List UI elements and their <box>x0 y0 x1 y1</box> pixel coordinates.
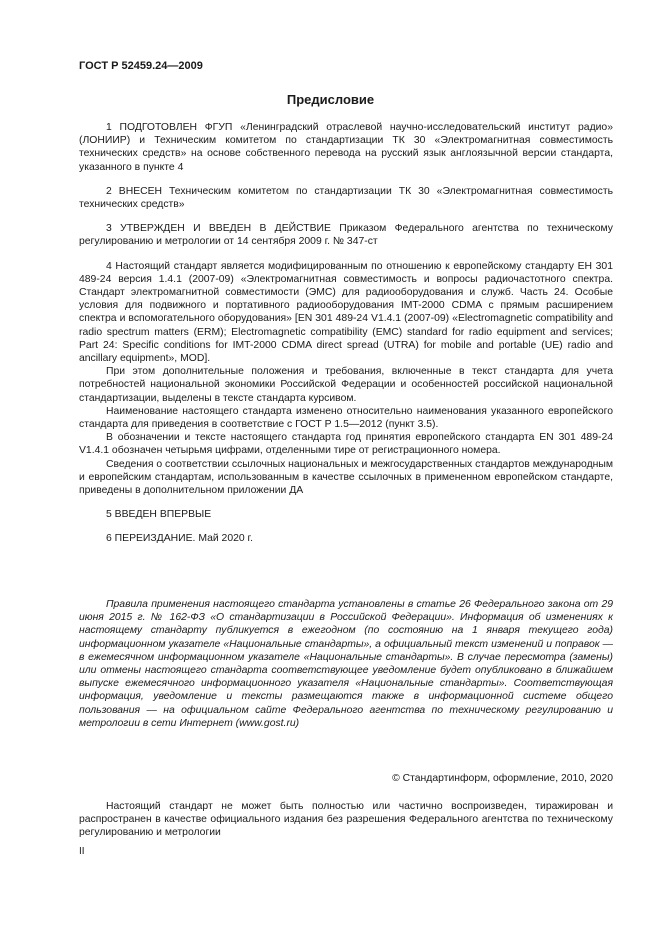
paragraph-4a: При этом дополнительные положения и требования, включенные в текст стандарта для учета потребностей национальной экономики Российской Федерации и особенностей российской национальной стандартизации, выделены в тексте стандарта курсивом. <box>79 366 613 404</box>
paragraph-4c: В обозначении и тексте настоящего стандарта год принятия европейского стандарта EN 301 489-24 V1.4.1 обозначен четырьмя цифрами, отделенными тире от регистрационного номера. <box>79 432 613 457</box>
paragraph-4b: Наименование настоящего стандарта изменено относительно наименования указанного европейского стандарта для приведения в соответствие с ГОСТ Р 1.5—2012 (пункт 3.5). <box>79 405 613 431</box>
reproduction-notice-text: Настоящий стандарт не может быть полностью или частично воспроизведен, тиражирован и распространен в качестве официального издания без разрешения Федерального агентства по техническому регулированию и метрологии <box>79 801 613 839</box>
paragraph-4: 4 Настоящий стандарт является модифицированным по отношению к европейскому стандарту ЕН 301 489-24 версия 1.4.1 (2007-09) «Электромагнитная совместимость и вопросы радиочастотного спектра. Стандарт электромагнитной совместимости (ЭМС) для радиооборудования и служб. Часть 24. Особые условия для подвижного и портативного радиооборудования IMT-2000 CDMA с прямым расширением спектра и вспомогательного оборудования» [EN 301 489-24 V1.4.1 (2007-09) «Electromagnetic compatibility and radio spectrum matters (ERM); Electromagnetic compatibility (EMC) standard for radio equipment and services; Part 24: Specific conditions for IMT-2000 CDMA direct spread (UTRA) for mobile and portable (UE) radio and ancillary equipment», MOD]. <box>79 260 613 365</box>
reproduction-notice <box>79 800 613 840</box>
document-id: ГОСТ Р 52459.24—2009 <box>79 60 203 72</box>
page-title: Предисловие <box>286 92 375 107</box>
page-number: II <box>79 846 85 857</box>
rules-note-text: Правила применения настоящего стандарта установлены в статье 26 Федерального закона от 29 июня 2015 г. № 162-ФЗ «О стандартизации в Российской Федерации». Информация об изменениях к настоящему стандарту публикуется в ежегодном (по состоянию на 1 января текущего года) информационном указателе «Национальные стандарты», а официальный текст изменений и поправок — в ежемесячном информационном указателе «Национальные стандарты». В случае пересмотра (замены) или отмены настоящего стандарта соответствующее уведомление будет опубликовано в ближайшем выпуске ежемесячного информационного указателя «Национальные стандарты». Соответствующая информация, уведомление и тексты размещаются также в информационной системе общего пользования — на официальном сайте Федерального агентства по техническому регулированию и метрологии в сети Интернет (www.gost.ru) <box>79 599 613 729</box>
copyright-line: © Стандартинформ, оформление, 2010, 2020 <box>392 773 613 784</box>
paragraph-4d: Сведения о соответствии ссылочных национальных и межгосударственных стандартов международным и европейским стандартам, использованным в качестве ссылочных в примененном европейском стандарте, приведены в дополнительном приложении ДА <box>79 458 613 497</box>
paragraph-3: 3 УТВЕРЖДЕН И ВВЕДЕН В ДЕЙСТВИЕ Приказом Федерального агентства по техническому регулированию и метрологии от 14 сентября 2009 г. № 347-ст <box>79 223 613 248</box>
rules-note <box>79 598 613 730</box>
paragraph-2: 2 ВНЕСЕН Техническим комитетом по стандартизации ТК 30 «Электромагнитная совместимость технических средств» <box>79 185 613 211</box>
paragraph-6: 6 ПЕРЕИЗДАНИЕ. Май 2020 г. <box>106 533 253 545</box>
paragraph-5: 5 ВВЕДЕН ВПЕРВЫЕ <box>106 509 212 521</box>
paragraph-1: 1 ПОДГОТОВЛЕН ФГУП «Ленинградский отраслевой научно-исследовательский институт радио» (ЛОНИИР) и Техническим комитетом по стандартизации ТК 30 «Электромагнитная совместимость технических средств» на основе собственного перевода на русский язык англоязычной версии стандарта, указанного в пункте 4 <box>79 122 613 173</box>
foreword-body <box>79 121 613 546</box>
